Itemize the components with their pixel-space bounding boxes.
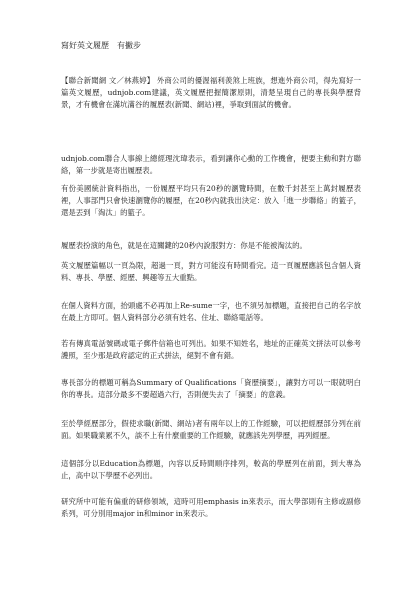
- paragraph-qualifications: 專長部分的標題可稱為Summary of Qualifications「資歷摘要」，讓對方可以一眼就明白你的專長。這部分最多不要超過六行，否則便失去了「摘要」的意義。: [61, 378, 361, 399]
- paragraph-experience: 至於學經歷部分，假使求職(新聞、網站)者有兩年以上的工作經驗，可以把經歷部分列在前面。如果職業累不久，談不上有什麼重要的工作經驗，就應該先列學歷，再列經歷。: [61, 419, 361, 440]
- paragraph-contact: 若有傳真電話號碼或電子郵件信箱也可列出。如果不知姓名，地址的正確英文拼法可以參考護照，至少那是政府認定的正式拼法，絕對不會有錯。: [61, 339, 361, 360]
- paragraph-role: 履歷表扮演的角色，就是在這關鍵的20秒內說服對方：你是不能被淘汰的。: [61, 241, 307, 251]
- paragraph-20-seconds: 有份美國統計資料指出，一份履歷平均只有20秒的瀏覽時間，在數千封甚至上萬封履歷表裡，人事部門只會快速瀏覽你的履歷，在20秒內就我出決定：放入「進一步聯絡」的籃子，還是丟到「淘汰」的籃子。: [61, 184, 361, 217]
- paragraph-emphasis: 研究所中可能有偏重的研修領域，這時可用emphasis in來表示，而大學部則有主修或副修系列，可分別用major in和minor in來表示。: [61, 497, 361, 518]
- paragraph-first-step: udnjob.com聯合人事線上總經理沈瑋表示，看到讓你心動的工作機會，便要主動和對方聯絡，第一步就是寄出履歷表。: [61, 154, 361, 175]
- paragraph-length: 英文履歷篇幅以一頁為限，超過一頁，對方可能沒有時間看完。這一頁履歷應該包含個人資料、專長、學歷、經歷、興趣等五大重點。: [61, 261, 361, 282]
- paragraph-personal-info: 在個人資料方面，抬頭處不必再加上Re-sume一字，也不須另加標題，直接把自己的名字放在最上方即可。個人資料部分必須有姓名、住址、聯絡電話等。: [61, 301, 361, 322]
- paragraph-intro: 【聯合新聞網 文／林燕婷】 外商公司的優渥福利羨煞上班族，想進外商公司，得先寫好一篇英文履歷，udnjob.com建議，英文履歷把握簡潔原則，清楚呈現自己的專長與學歷背景，才有機會在滿坑滿谷的履歷表(新聞、網站)裡，爭取到面試的機會。: [61, 76, 361, 109]
- paragraph-education: 這個部分以Education為標題，內容以反時間順序排列，較高的學歷列在前面，到大專為止，高中以下學歷不必列出。: [61, 459, 361, 480]
- document-title: 寫好英文履歷 有撇步: [61, 41, 141, 50]
